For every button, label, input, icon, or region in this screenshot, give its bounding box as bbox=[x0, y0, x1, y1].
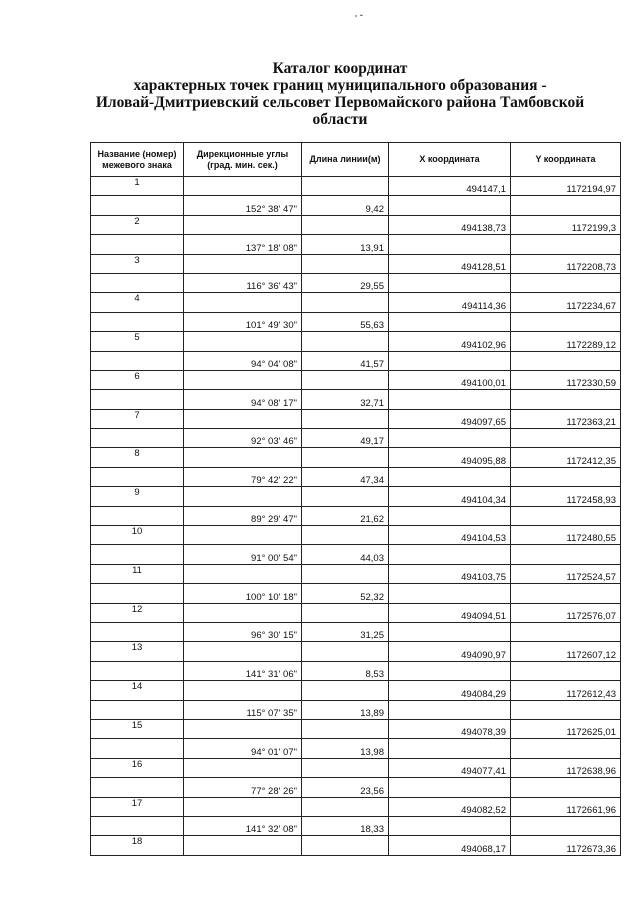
cell-length bbox=[302, 487, 389, 506]
table-row bbox=[91, 215, 621, 234]
header-name: Название (номер) межевого знака bbox=[91, 143, 184, 177]
cell-y: 1172625,01 bbox=[511, 719, 621, 738]
cell-name bbox=[91, 545, 184, 564]
cell-name bbox=[91, 196, 184, 215]
title-line-3: Иловай-Дмитриевский сельсовет Первомайского района Тамбовской bbox=[95, 94, 585, 111]
cell-y: 1172480,55 bbox=[511, 526, 621, 545]
cell-x: 494068,17 bbox=[389, 836, 511, 855]
table-row bbox=[91, 467, 621, 486]
cell-name: 5 bbox=[91, 332, 184, 351]
cell-name bbox=[91, 661, 184, 680]
cell-angle bbox=[184, 487, 302, 506]
cell-y: 1172363,21 bbox=[511, 409, 621, 428]
cell-x: 494138,73 bbox=[389, 215, 511, 234]
cell-y: 1172208,73 bbox=[511, 254, 621, 273]
cell-name bbox=[91, 506, 184, 525]
cell-length bbox=[302, 409, 389, 428]
table-header-row bbox=[91, 143, 621, 177]
cell-x bbox=[389, 467, 511, 486]
cell-length: 55,63 bbox=[302, 312, 389, 331]
cell-angle: 91° 00' 54" bbox=[184, 545, 302, 564]
title-line-4: области bbox=[312, 111, 368, 128]
cell-angle: 137° 18' 08" bbox=[184, 235, 302, 254]
table-row bbox=[91, 487, 621, 506]
table-row bbox=[91, 758, 621, 777]
table-row bbox=[91, 293, 621, 312]
cell-y: 1172607,12 bbox=[511, 642, 621, 661]
cell-name bbox=[91, 312, 184, 331]
cell-x: 494077,41 bbox=[389, 758, 511, 777]
cell-length: 13,91 bbox=[302, 235, 389, 254]
cell-length: 18,33 bbox=[302, 816, 389, 835]
cell-length bbox=[302, 719, 389, 738]
cell-length bbox=[302, 681, 389, 700]
cell-angle bbox=[184, 370, 302, 389]
cell-x bbox=[389, 506, 511, 525]
cell-y: 1172458,93 bbox=[511, 487, 621, 506]
cell-name: 14 bbox=[91, 681, 184, 700]
table-row bbox=[91, 739, 621, 758]
table-row bbox=[91, 622, 621, 641]
cell-x bbox=[389, 700, 511, 719]
cell-x: 494102,96 bbox=[389, 332, 511, 351]
cell-angle: 94° 08' 17" bbox=[184, 390, 302, 409]
cell-x: 494095,88 bbox=[389, 448, 511, 467]
table-row bbox=[91, 642, 621, 661]
cell-x: 494128,51 bbox=[389, 254, 511, 273]
cell-angle bbox=[184, 526, 302, 545]
table-row bbox=[91, 603, 621, 622]
cell-length bbox=[302, 797, 389, 816]
cell-angle: 77° 28' 26" bbox=[184, 778, 302, 797]
cell-length: 21,62 bbox=[302, 506, 389, 525]
cell-name bbox=[91, 429, 184, 448]
cell-length: 49,17 bbox=[302, 429, 389, 448]
table-row bbox=[91, 816, 621, 835]
cell-length bbox=[302, 177, 389, 196]
header-angle: Дирекционные углы (град. мин. сек.) bbox=[184, 143, 302, 177]
cell-name: 6 bbox=[91, 370, 184, 389]
table-row bbox=[91, 719, 621, 738]
cell-name bbox=[91, 235, 184, 254]
cell-angle: 94° 01' 07" bbox=[184, 739, 302, 758]
cell-x bbox=[389, 545, 511, 564]
cell-y bbox=[511, 467, 621, 486]
cell-name bbox=[91, 351, 184, 370]
cell-name bbox=[91, 584, 184, 603]
cell-length bbox=[302, 836, 389, 855]
cell-length: 29,55 bbox=[302, 273, 389, 292]
table-row bbox=[91, 545, 621, 564]
cell-y bbox=[511, 196, 621, 215]
table-row bbox=[91, 564, 621, 583]
cell-length: 13,98 bbox=[302, 739, 389, 758]
table-body bbox=[91, 177, 621, 856]
cell-x bbox=[389, 622, 511, 641]
cell-angle: 94° 04' 08" bbox=[184, 351, 302, 370]
cell-length bbox=[302, 642, 389, 661]
cell-angle: 79° 42' 22" bbox=[184, 467, 302, 486]
cell-length: 32,71 bbox=[302, 390, 389, 409]
table-row bbox=[91, 332, 621, 351]
cell-length: 47,34 bbox=[302, 467, 389, 486]
table-row bbox=[91, 177, 621, 196]
document-title bbox=[80, 60, 600, 128]
cell-y bbox=[511, 545, 621, 564]
cell-x: 494090,97 bbox=[389, 642, 511, 661]
cell-angle bbox=[184, 797, 302, 816]
cell-y: 1172612,43 bbox=[511, 681, 621, 700]
cell-x: 494147,1 bbox=[389, 177, 511, 196]
cell-y bbox=[511, 429, 621, 448]
cell-x bbox=[389, 196, 511, 215]
cell-name: 18 bbox=[91, 836, 184, 855]
cell-length: 52,32 bbox=[302, 584, 389, 603]
cell-x: 494097,65 bbox=[389, 409, 511, 428]
cell-angle: 92° 03' 46" bbox=[184, 429, 302, 448]
cell-x bbox=[389, 273, 511, 292]
cell-length: 41,57 bbox=[302, 351, 389, 370]
cell-x bbox=[389, 739, 511, 758]
cell-x: 494103,75 bbox=[389, 564, 511, 583]
cell-angle bbox=[184, 681, 302, 700]
cell-angle: 141° 31' 06" bbox=[184, 661, 302, 680]
header-y: Y координата bbox=[511, 143, 621, 177]
cell-angle bbox=[184, 177, 302, 196]
cell-y bbox=[511, 661, 621, 680]
cell-length: 31,25 bbox=[302, 622, 389, 641]
cell-y bbox=[511, 312, 621, 331]
cell-x bbox=[389, 816, 511, 835]
table-row bbox=[91, 700, 621, 719]
cell-length bbox=[302, 758, 389, 777]
cell-angle bbox=[184, 719, 302, 738]
cell-length bbox=[302, 564, 389, 583]
cell-angle bbox=[184, 448, 302, 467]
cell-x: 494094,51 bbox=[389, 603, 511, 622]
cell-y: 1172289,12 bbox=[511, 332, 621, 351]
cell-name bbox=[91, 390, 184, 409]
cell-x bbox=[389, 235, 511, 254]
cell-y: 1172234,67 bbox=[511, 293, 621, 312]
cell-y: 1172661,96 bbox=[511, 797, 621, 816]
cell-y bbox=[511, 816, 621, 835]
cell-name: 11 bbox=[91, 564, 184, 583]
cell-angle bbox=[184, 332, 302, 351]
table-row bbox=[91, 312, 621, 331]
cell-angle bbox=[184, 642, 302, 661]
cell-length: 13,89 bbox=[302, 700, 389, 719]
cell-length bbox=[302, 448, 389, 467]
cell-length bbox=[302, 332, 389, 351]
cell-angle bbox=[184, 564, 302, 583]
cell-y bbox=[511, 778, 621, 797]
cell-name: 16 bbox=[91, 758, 184, 777]
table-row bbox=[91, 390, 621, 409]
title-line-2: характерных точек границ муниципального образования - bbox=[133, 77, 547, 94]
table-row bbox=[91, 448, 621, 467]
cell-x: 494084,29 bbox=[389, 681, 511, 700]
cell-y bbox=[511, 506, 621, 525]
cell-angle bbox=[184, 254, 302, 273]
table-row bbox=[91, 409, 621, 428]
cell-length: 8,53 bbox=[302, 661, 389, 680]
cell-y: 1172673,36 bbox=[511, 836, 621, 855]
cell-length bbox=[302, 215, 389, 234]
cell-length: 44,03 bbox=[302, 545, 389, 564]
cell-x bbox=[389, 312, 511, 331]
cell-angle: 152° 38' 47" bbox=[184, 196, 302, 215]
cell-length: 9,42 bbox=[302, 196, 389, 215]
cell-x bbox=[389, 661, 511, 680]
cell-angle: 116° 36' 43" bbox=[184, 273, 302, 292]
cell-angle bbox=[184, 758, 302, 777]
cell-x bbox=[389, 429, 511, 448]
cell-y: 1172199,3 bbox=[511, 215, 621, 234]
cell-length bbox=[302, 370, 389, 389]
scan-mark: ' ˇ bbox=[355, 14, 364, 25]
cell-x bbox=[389, 778, 511, 797]
cell-angle: 115° 07' 35" bbox=[184, 700, 302, 719]
cell-name: 8 bbox=[91, 448, 184, 467]
cell-y bbox=[511, 235, 621, 254]
cell-y bbox=[511, 622, 621, 641]
cell-length bbox=[302, 603, 389, 622]
cell-name: 7 bbox=[91, 409, 184, 428]
header-length: Длина линии(м) bbox=[302, 143, 389, 177]
cell-y: 1172330,59 bbox=[511, 370, 621, 389]
cell-y bbox=[511, 584, 621, 603]
cell-angle bbox=[184, 215, 302, 234]
cell-length: 23,56 bbox=[302, 778, 389, 797]
cell-angle bbox=[184, 293, 302, 312]
cell-name bbox=[91, 700, 184, 719]
cell-y: 1172524,57 bbox=[511, 564, 621, 583]
coordinates-table bbox=[90, 142, 621, 856]
table-row bbox=[91, 778, 621, 797]
cell-angle: 96° 30' 15" bbox=[184, 622, 302, 641]
cell-name: 13 bbox=[91, 642, 184, 661]
cell-name bbox=[91, 467, 184, 486]
cell-name: 2 bbox=[91, 215, 184, 234]
title-line-1: Каталог координат bbox=[272, 60, 408, 77]
table-row bbox=[91, 797, 621, 816]
table-row bbox=[91, 196, 621, 215]
cell-y: 1172194,97 bbox=[511, 177, 621, 196]
table-row bbox=[91, 351, 621, 370]
table-row bbox=[91, 254, 621, 273]
table-row bbox=[91, 584, 621, 603]
cell-angle bbox=[184, 409, 302, 428]
cell-name: 10 bbox=[91, 526, 184, 545]
table-row bbox=[91, 273, 621, 292]
cell-x bbox=[389, 390, 511, 409]
cell-y bbox=[511, 273, 621, 292]
cell-name: 12 bbox=[91, 603, 184, 622]
cell-y: 1172576,07 bbox=[511, 603, 621, 622]
cell-name: 4 bbox=[91, 293, 184, 312]
cell-x: 494082,52 bbox=[389, 797, 511, 816]
table-row bbox=[91, 681, 621, 700]
table-row bbox=[91, 506, 621, 525]
cell-length bbox=[302, 293, 389, 312]
table-row bbox=[91, 661, 621, 680]
cell-name bbox=[91, 816, 184, 835]
cell-y bbox=[511, 390, 621, 409]
cell-y bbox=[511, 739, 621, 758]
cell-x: 494078,39 bbox=[389, 719, 511, 738]
cell-name: 3 bbox=[91, 254, 184, 273]
cell-y bbox=[511, 700, 621, 719]
table-row bbox=[91, 370, 621, 389]
cell-x: 494100,01 bbox=[389, 370, 511, 389]
cell-name: 9 bbox=[91, 487, 184, 506]
cell-length bbox=[302, 254, 389, 273]
cell-y: 1172638,96 bbox=[511, 758, 621, 777]
cell-x: 494104,34 bbox=[389, 487, 511, 506]
cell-name: 15 bbox=[91, 719, 184, 738]
header-x: X координата bbox=[389, 143, 511, 177]
cell-name bbox=[91, 778, 184, 797]
table-row bbox=[91, 235, 621, 254]
cell-name: 17 bbox=[91, 797, 184, 816]
cell-x: 494104,53 bbox=[389, 526, 511, 545]
cell-angle bbox=[184, 836, 302, 855]
cell-angle: 101° 49' 30" bbox=[184, 312, 302, 331]
cell-angle: 100° 10' 18" bbox=[184, 584, 302, 603]
cell-x bbox=[389, 351, 511, 370]
cell-name: 1 bbox=[91, 177, 184, 196]
cell-y: 1172412,35 bbox=[511, 448, 621, 467]
table-row bbox=[91, 836, 621, 855]
table-row bbox=[91, 526, 621, 545]
cell-y bbox=[511, 351, 621, 370]
cell-x bbox=[389, 584, 511, 603]
cell-name bbox=[91, 739, 184, 758]
cell-x: 494114,36 bbox=[389, 293, 511, 312]
cell-length bbox=[302, 526, 389, 545]
cell-angle: 141° 32' 08" bbox=[184, 816, 302, 835]
cell-name bbox=[91, 622, 184, 641]
table-row bbox=[91, 429, 621, 448]
cell-name bbox=[91, 273, 184, 292]
cell-angle: 89° 29' 47" bbox=[184, 506, 302, 525]
cell-angle bbox=[184, 603, 302, 622]
